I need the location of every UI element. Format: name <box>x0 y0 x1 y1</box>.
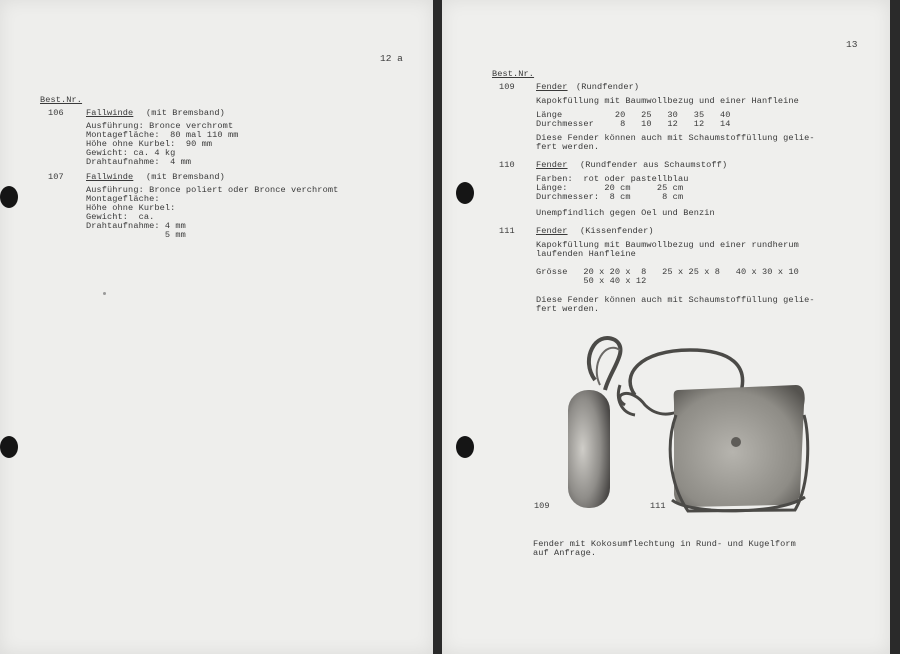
item-line: Kapokfüllung mit Baumwollbezug und einer Hanfleine <box>536 96 799 106</box>
item-line: Diese Fender können auch mit Schaumstoffüllung gelie- <box>536 133 815 143</box>
item-number: 111 <box>499 226 515 236</box>
item-name: Fender <box>536 226 568 236</box>
item-line: fert werden. <box>536 142 600 152</box>
item-subtitle: (mit Bremsband) <box>146 172 225 182</box>
item-name: Fender <box>536 160 568 170</box>
item-line: Ausführung: Bronce poliert oder Bronce verchromt <box>86 185 339 195</box>
item-line: Länge: 20 cm 25 cm <box>536 183 684 193</box>
item-line: Farben: rot oder pastellblau <box>536 174 689 184</box>
item-line: Drahtaufnahme: 4 mm <box>86 221 186 231</box>
punch-hole <box>0 436 18 458</box>
item-subtitle: (mit Bremsband) <box>146 108 225 118</box>
item-line: Drahtaufnahme: 4 mm <box>86 157 192 167</box>
left-page <box>0 0 433 654</box>
item-line: Höhe ohne Kurbel: <box>86 203 176 213</box>
column-header: Best.Nr. <box>40 95 83 105</box>
column-header: Best.Nr. <box>492 69 535 79</box>
punch-hole <box>456 182 474 204</box>
paper-fleck <box>103 292 106 295</box>
item-line: Gewicht: ca. <box>86 212 155 222</box>
item-line: Durchmesser 8 10 12 12 14 <box>536 119 731 129</box>
item-name: Fender <box>536 82 568 92</box>
item-line: Länge 20 25 30 35 40 <box>536 110 731 120</box>
item-line: Durchmesser: 8 cm 8 cm <box>536 192 684 202</box>
item-subtitle: (Rundfender) <box>576 82 640 92</box>
footer-line: Fender mit Kokosumflechtung in Rund- und Kugelform <box>533 539 796 549</box>
item-line: Diese Fender können auch mit Schaumstoffüllung gelie- <box>536 295 815 305</box>
item-line: Montagefläche: <box>86 194 160 204</box>
punch-hole <box>456 436 474 458</box>
punch-hole <box>0 186 18 208</box>
item-line: Kapokfüllung mit Baumwollbezug und einer rundherum <box>536 240 799 250</box>
item-line: laufenden Hanfleine <box>536 249 636 259</box>
page-number: 13 <box>846 39 858 50</box>
item-number: 107 <box>48 172 64 182</box>
fender-illustration <box>560 325 820 520</box>
footer-line: auf Anfrage. <box>533 548 597 558</box>
item-line: fert werden. <box>536 304 600 314</box>
page-number: 12 a <box>380 53 403 64</box>
item-number: 110 <box>499 160 515 170</box>
item-subtitle: (Rundfender aus Schaumstoff) <box>580 160 728 170</box>
item-line: 5 mm <box>86 230 186 240</box>
item-subtitle: (Kissenfender) <box>580 226 654 236</box>
item-line: Gewicht: ca. 4 kg <box>86 148 176 158</box>
item-line: Ausführung: Bronce verchromt <box>86 121 234 131</box>
item-line: 50 x 40 x 12 <box>536 276 647 286</box>
photo-label-109: 109 <box>534 501 550 511</box>
item-number: 106 <box>48 108 64 118</box>
item-name: Fallwinde <box>86 108 134 118</box>
fender-photo <box>560 325 820 520</box>
photo-label-111: 111 <box>650 501 666 511</box>
item-name: Fallwinde <box>86 172 134 182</box>
item-line: Unempfindlich gegen Oel und Benzin <box>536 208 715 218</box>
item-line: Grösse 20 x 20 x 8 25 x 25 x 8 40 x 30 x 10 <box>536 267 799 277</box>
item-line: Höhe ohne Kurbel: 90 mm <box>86 139 213 149</box>
item-number: 109 <box>499 82 515 92</box>
item-line: Montagefläche: 80 mal 110 mm <box>86 130 239 140</box>
